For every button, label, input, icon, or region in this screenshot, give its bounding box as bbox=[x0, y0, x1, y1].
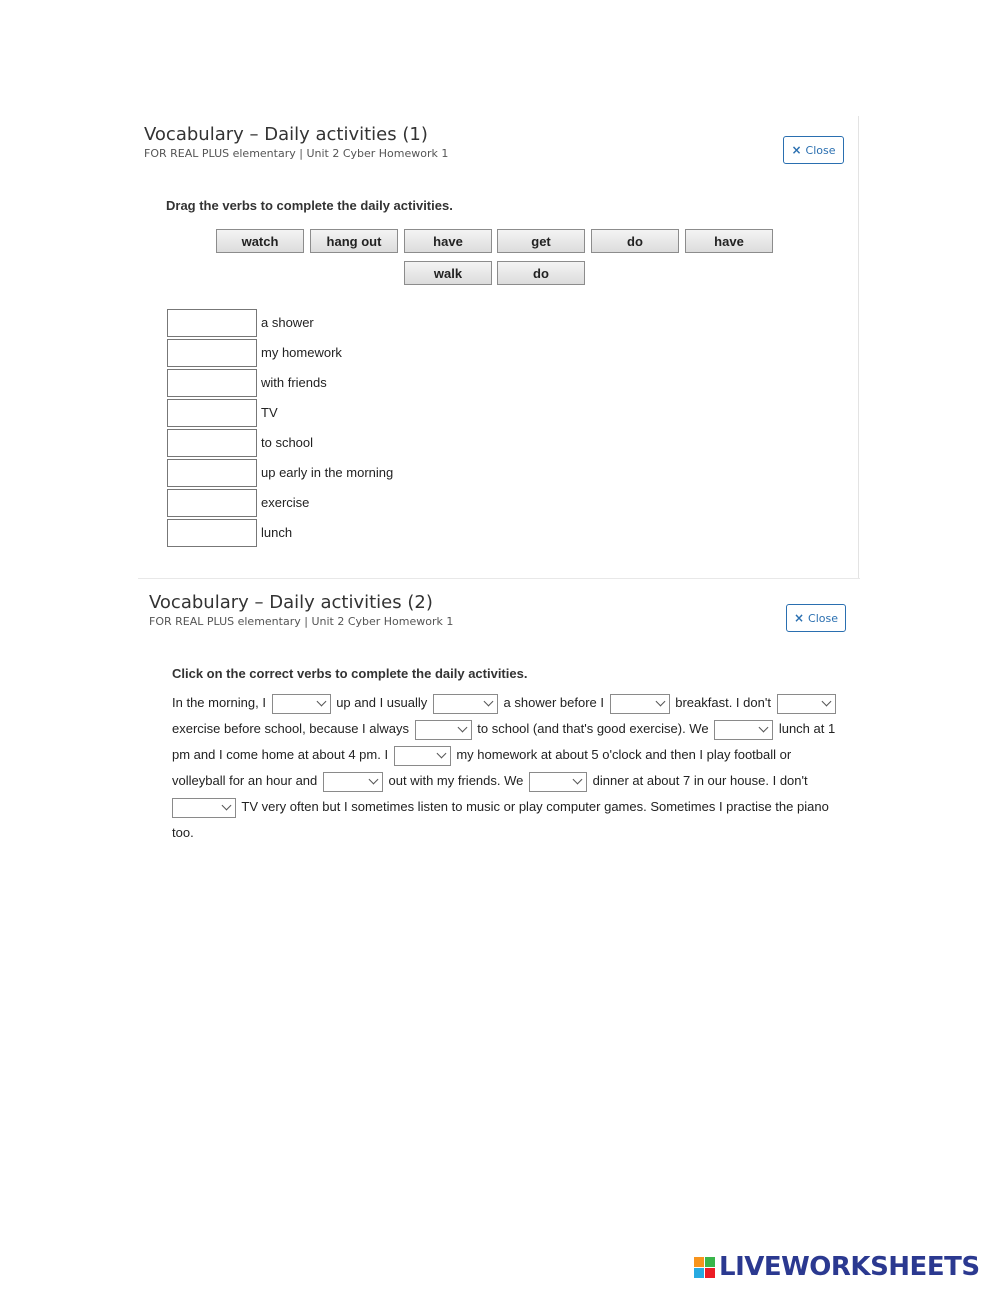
activity-label: lunch bbox=[261, 525, 293, 540]
text-segment: a shower before I bbox=[503, 695, 604, 710]
drop-target-2[interactable] bbox=[167, 339, 257, 367]
panel2-title: Vocabulary – Daily activities (2) bbox=[149, 592, 433, 613]
paragraph-line bbox=[172, 794, 838, 820]
logo-square bbox=[694, 1257, 704, 1267]
text-segment: exercise before school, because I always bbox=[172, 721, 410, 736]
chevron-down-icon bbox=[368, 774, 378, 784]
text-segment: breakfast. I don't bbox=[675, 695, 771, 710]
text-segment: TV very often but I sometimes listen to music or play computer games. Sometimes I practise the piano bbox=[241, 799, 829, 814]
panel2-close-button[interactable] bbox=[786, 604, 846, 632]
text-segment: too. bbox=[172, 825, 194, 840]
verb-select-3[interactable] bbox=[610, 694, 670, 714]
verb-chip-walk[interactable]: walk bbox=[404, 261, 492, 285]
paragraph-line bbox=[172, 742, 838, 768]
chevron-down-icon bbox=[436, 748, 446, 758]
close-icon: × bbox=[791, 143, 802, 157]
chevron-down-icon bbox=[759, 722, 769, 732]
paragraph-line bbox=[172, 716, 838, 742]
verb-select-10[interactable] bbox=[172, 798, 236, 818]
verb-select-8[interactable] bbox=[323, 772, 383, 792]
verb-chip-watch[interactable]: watch bbox=[216, 229, 304, 253]
verb-select-4[interactable] bbox=[777, 694, 836, 714]
drop-target-4[interactable] bbox=[167, 399, 257, 427]
text-segment: up and I usually bbox=[336, 695, 428, 710]
drop-target-3[interactable] bbox=[167, 369, 257, 397]
panel-divider bbox=[858, 116, 859, 578]
text-segment: out with my friends. We bbox=[388, 773, 524, 788]
drop-target-5[interactable] bbox=[167, 429, 257, 457]
verb-chip-have[interactable]: have bbox=[685, 229, 773, 253]
verb-select-6[interactable] bbox=[714, 720, 773, 740]
paragraph-line bbox=[172, 768, 838, 794]
paragraph-line bbox=[172, 820, 838, 846]
verb-chip-have[interactable]: have bbox=[404, 229, 492, 253]
logo-square bbox=[705, 1268, 715, 1278]
text-segment: lunch at 1 bbox=[778, 721, 836, 736]
panel1-close-button[interactable] bbox=[783, 136, 844, 164]
logo-wordmark: LIVEWORKSHEETS bbox=[719, 1252, 980, 1282]
verb-select-5[interactable] bbox=[415, 720, 472, 740]
activity-label: with friends bbox=[261, 375, 327, 390]
verb-chip-do[interactable]: do bbox=[497, 261, 585, 285]
verb-select-9[interactable] bbox=[529, 772, 587, 792]
activity-label: TV bbox=[261, 405, 278, 420]
chevron-down-icon bbox=[821, 696, 831, 706]
chevron-down-icon bbox=[222, 800, 232, 810]
chevron-down-icon bbox=[483, 696, 493, 706]
close-label: Close bbox=[805, 143, 836, 157]
panel1-subtitle: FOR REAL PLUS elementary | Unit 2 Cyber Homework 1 bbox=[144, 147, 449, 160]
logo-mark-icon bbox=[694, 1257, 715, 1278]
verb-select-1[interactable] bbox=[272, 694, 331, 714]
cloze-paragraph bbox=[172, 690, 838, 846]
liveworksheets-logo bbox=[694, 1252, 980, 1282]
panel2-instruction: Click on the correct verbs to complete the daily activities. bbox=[172, 666, 528, 681]
panel2-subtitle: FOR REAL PLUS elementary | Unit 2 Cyber Homework 1 bbox=[149, 615, 454, 628]
verb-chip-get[interactable]: get bbox=[497, 229, 585, 253]
drop-target-1[interactable] bbox=[167, 309, 257, 337]
chevron-down-icon bbox=[316, 696, 326, 706]
close-label: Close bbox=[808, 611, 839, 625]
chevron-down-icon bbox=[655, 696, 665, 706]
verb-chip-do[interactable]: do bbox=[591, 229, 679, 253]
drop-target-7[interactable] bbox=[167, 489, 257, 517]
verb-select-2[interactable] bbox=[433, 694, 498, 714]
drop-target-8[interactable] bbox=[167, 519, 257, 547]
section-divider bbox=[138, 578, 860, 579]
drop-target-6[interactable] bbox=[167, 459, 257, 487]
activity-label: exercise bbox=[261, 495, 310, 510]
chevron-down-icon bbox=[573, 774, 583, 784]
activity-label: my homework bbox=[261, 345, 342, 360]
text-segment: pm and I come home at about 4 pm. I bbox=[172, 747, 389, 762]
verb-select-7[interactable] bbox=[394, 746, 451, 766]
text-segment: my homework at about 5 o'clock and then I play football or bbox=[456, 747, 792, 762]
activity-label: to school bbox=[261, 435, 314, 450]
text-segment: dinner at about 7 in our house. I don't bbox=[592, 773, 808, 788]
text-segment: volleyball for an hour and bbox=[172, 773, 318, 788]
chevron-down-icon bbox=[457, 722, 467, 732]
panel1-title: Vocabulary – Daily activities (1) bbox=[144, 124, 428, 145]
close-icon: × bbox=[793, 611, 805, 625]
paragraph-line bbox=[172, 690, 838, 716]
text-segment: In the morning, I bbox=[172, 695, 266, 710]
panel1-instruction: Drag the verbs to complete the daily activities. bbox=[166, 198, 453, 213]
activity-label: up early in the morning bbox=[261, 465, 394, 480]
verb-chip-hang-out[interactable]: hang out bbox=[310, 229, 398, 253]
text-segment: to school (and that's good exercise). We bbox=[477, 721, 709, 736]
activity-label: a shower bbox=[261, 315, 314, 330]
logo-square bbox=[705, 1257, 715, 1267]
logo-square bbox=[694, 1268, 704, 1278]
